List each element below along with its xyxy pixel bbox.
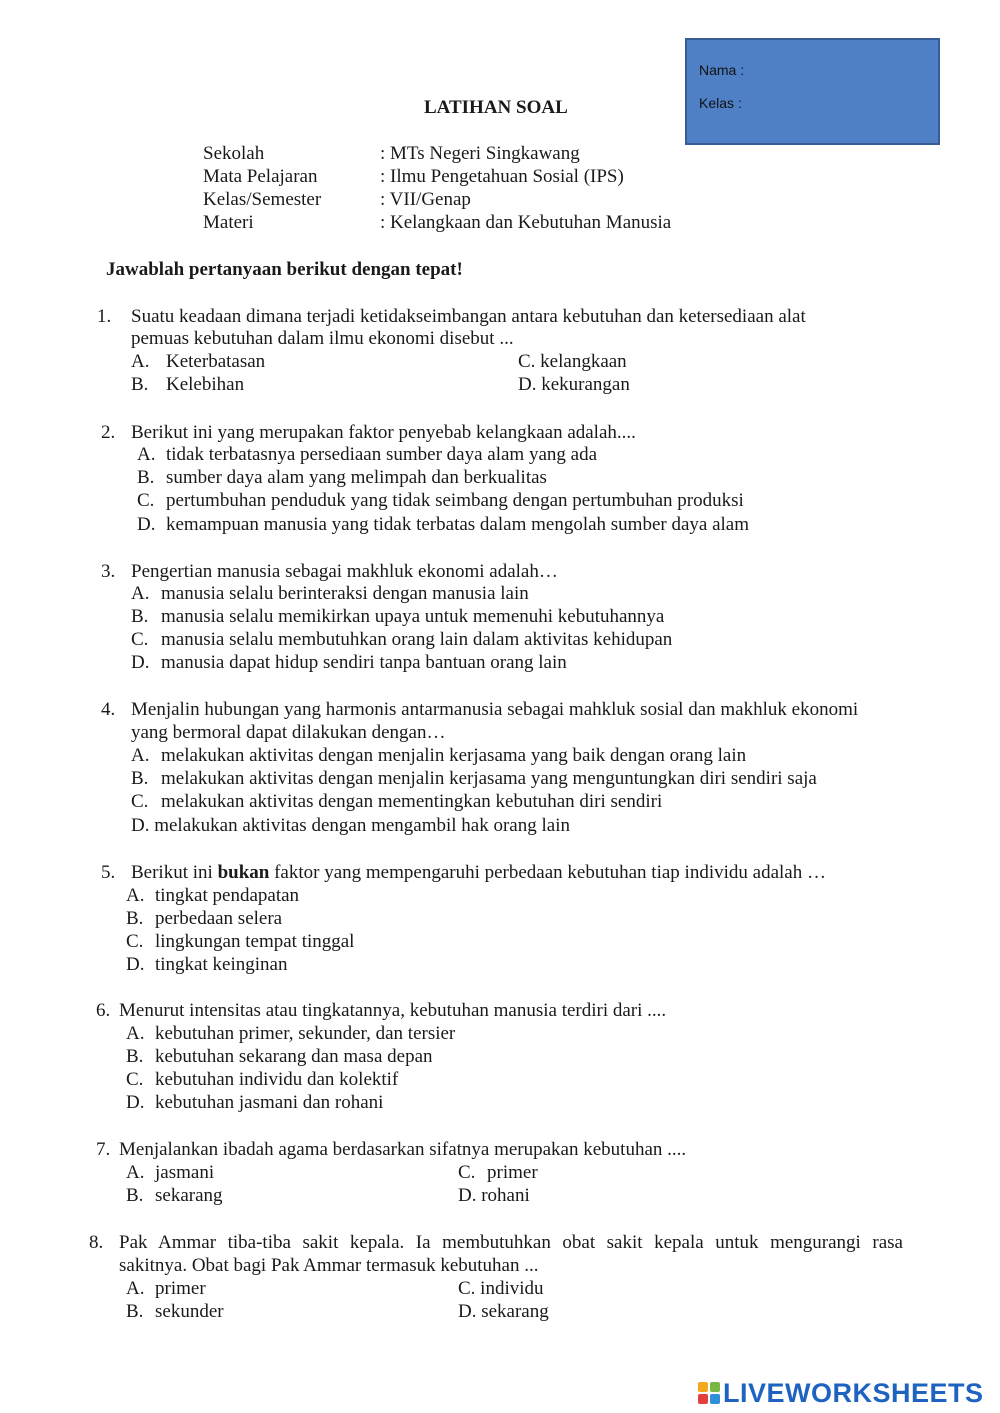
logo-mark-icon <box>698 1382 720 1404</box>
option-b-letter[interactable]: B. <box>126 908 144 929</box>
question-text: Pengertian manusia sebagai makhluk ekonomi adalah… <box>131 561 558 582</box>
school-label: Sekolah <box>203 143 265 164</box>
option-b-text[interactable]: kebutuhan sekarang dan masa depan <box>155 1046 433 1067</box>
option-a-letter[interactable]: A. <box>126 1023 145 1044</box>
question-text-cont: sakitnya. Obat bagi Pak Ammar termasuk kebutuhan ... <box>119 1255 539 1276</box>
question-number: 7. <box>96 1139 111 1160</box>
option-c-letter[interactable]: C. <box>126 1069 144 1090</box>
name-label: Nama : <box>699 62 745 78</box>
option-b-letter[interactable]: B. <box>126 1301 144 1322</box>
option-a-letter[interactable]: A. <box>126 885 145 906</box>
question-number: 1. <box>97 306 112 327</box>
option-d-text[interactable]: manusia dapat hidup sendiri tanpa bantuan orang lain <box>161 652 567 673</box>
option-d-text[interactable]: D. sekarang <box>458 1301 549 1322</box>
option-a-letter[interactable]: A. <box>126 1278 145 1299</box>
option-b-text[interactable]: melakukan aktivitas dengan menjalin kerjasama yang menguntungkan diri sendiri saja <box>161 768 817 789</box>
option-a-text[interactable]: kebutuhan primer, sekunder, dan tersier <box>155 1023 456 1044</box>
name-class-box <box>685 38 940 145</box>
option-c-text[interactable]: melakukan aktivitas dengan mementingkan kebutuhan diri sendiri <box>161 791 663 812</box>
question-text-post: faktor yang mempengaruhi perbedaan kebutuhan tiap individu adalah … <box>269 862 826 883</box>
option-c-text[interactable]: lingkungan tempat tinggal <box>155 931 355 952</box>
logo-square-icon <box>710 1382 720 1392</box>
option-c-letter[interactable]: C. <box>126 931 144 952</box>
option-c-text[interactable]: pertumbuhan penduduk yang tidak seimbang dengan pertumbuhan produksi <box>166 490 744 511</box>
option-d-text[interactable]: tingkat keinginan <box>155 954 288 975</box>
option-d-letter[interactable]: D. <box>131 652 150 673</box>
option-b-text[interactable]: manusia selalu memikirkan upaya untuk memenuhi kebutuhannya <box>161 606 665 627</box>
option-d-letter[interactable]: D. <box>126 954 145 975</box>
question-text: Menjalankan ibadah agama berdasarkan sifatnya merupakan kebutuhan .... <box>119 1139 687 1160</box>
option-a-letter[interactable]: A. <box>131 351 150 372</box>
question-number: 5. <box>101 862 116 883</box>
material-label: Materi <box>203 212 254 233</box>
logo-square-icon <box>698 1394 708 1404</box>
option-c-letter[interactable]: C. <box>131 629 149 650</box>
option-c-letter[interactable]: C. <box>137 490 155 511</box>
logo-text: LIVEWORKSHEETS <box>723 1377 984 1408</box>
subject-value: : Ilmu Pengetahuan Sosial (IPS) <box>380 166 624 187</box>
class-label: Kelas : <box>699 95 742 111</box>
option-c-text[interactable]: kebutuhan individu dan kolektif <box>155 1069 399 1090</box>
school-value: : MTs Negeri Singkawang <box>380 143 580 164</box>
logo-square-icon <box>710 1394 720 1404</box>
page-title: LATIHAN SOAL <box>424 97 568 118</box>
material-value: : Kelangkaan dan Kebutuhan Manusia <box>380 212 672 233</box>
logo-square-icon <box>698 1382 708 1392</box>
option-b-text[interactable]: Kelebihan <box>166 374 245 395</box>
option-a-letter[interactable]: A. <box>131 583 150 604</box>
option-b-letter[interactable]: B. <box>131 374 149 395</box>
option-a-text[interactable]: manusia selalu berinteraksi dengan manusia lain <box>161 583 529 604</box>
question-text: Menjalin hubungan yang harmonis antarmanusia sebagai mahkluk sosial dan makhluk ekonomi <box>131 699 859 720</box>
question-text: Berikut ini yang merupakan faktor penyebab kelangkaan adalah.... <box>131 422 636 443</box>
question-text-pre: Berikut ini <box>131 862 218 883</box>
option-c-text[interactable]: C. kelangkaan <box>518 351 627 372</box>
option-d-text[interactable]: kemampuan manusia yang tidak terbatas dalam mengolah sumber daya alam <box>166 514 749 535</box>
option-b-text[interactable]: sumber daya alam yang melimpah dan berkualitas <box>166 467 547 488</box>
class-semester-label: Kelas/Semester <box>203 189 322 210</box>
option-b-text[interactable]: perbedaan selera <box>155 908 283 929</box>
option-a-text[interactable]: melakukan aktivitas dengan menjalin kerjasama yang baik dengan orang lain <box>161 745 747 766</box>
option-a-letter[interactable]: A. <box>137 444 156 465</box>
option-a-text[interactable]: jasmani <box>155 1162 215 1183</box>
option-c-letter[interactable]: C. <box>458 1162 476 1183</box>
option-b-letter[interactable]: B. <box>126 1185 144 1206</box>
option-d-text[interactable]: kebutuhan jasmani dan rohani <box>155 1092 384 1113</box>
option-d-text[interactable]: D. kekurangan <box>518 374 630 395</box>
option-b-letter[interactable]: B. <box>126 1046 144 1067</box>
option-b-letter[interactable]: B. <box>131 606 149 627</box>
option-c-text[interactable]: manusia selalu membutuhkan orang lain dalam aktivitas kehidupan <box>161 629 673 650</box>
option-d-letter[interactable]: D. <box>137 514 156 535</box>
instruction: Jawablah pertanyaan berikut dengan tepat! <box>106 259 463 280</box>
question-number: 2. <box>101 422 116 443</box>
question-text: Pak Ammar tiba-tiba sakit kepala. Ia membutuhkan obat sakit kepala untuk mengurangi rasa <box>119 1232 903 1253</box>
question-text <box>131 861 826 884</box>
question-number: 8. <box>89 1232 104 1253</box>
question-number: 3. <box>101 561 116 582</box>
question-text-bold: bukan <box>217 862 270 883</box>
option-d-text[interactable]: D. rohani <box>458 1185 530 1206</box>
option-c-text[interactable]: primer <box>487 1162 538 1183</box>
liveworksheets-logo[interactable] <box>698 1377 984 1408</box>
question-text: Menurut intensitas atau tingkatannya, kebutuhan manusia terdiri dari .... <box>119 1000 667 1021</box>
option-a-text[interactable]: Keterbatasan <box>166 351 266 372</box>
option-b-letter[interactable]: B. <box>137 467 155 488</box>
question-number: 4. <box>101 699 116 720</box>
option-b-letter[interactable]: B. <box>131 768 149 789</box>
subject-label: Mata Pelajaran <box>203 166 318 187</box>
option-b-text[interactable]: sekarang <box>155 1185 223 1206</box>
option-c-text[interactable]: C. individu <box>458 1278 544 1299</box>
option-a-letter[interactable]: A. <box>131 745 150 766</box>
class-semester-value: : VII/Genap <box>380 189 471 210</box>
question-text-cont: yang bermoral dapat dilakukan dengan… <box>131 722 446 743</box>
option-a-letter[interactable]: A. <box>126 1162 145 1183</box>
option-a-text[interactable]: tidak terbatasnya persediaan sumber daya alam yang ada <box>166 444 598 465</box>
question-text-cont: pemuas kebutuhan dalam ilmu ekonomi disebut ... <box>131 328 514 349</box>
option-b-text[interactable]: sekunder <box>155 1301 224 1322</box>
option-d-text[interactable]: D. melakukan aktivitas dengan mengambil hak orang lain <box>131 815 570 836</box>
question-number: 6. <box>96 1000 111 1021</box>
question-text: Suatu keadaan dimana terjadi ketidakseimbangan antara kebutuhan dan ketersediaan alat <box>131 306 806 327</box>
option-a-text[interactable]: primer <box>155 1278 206 1299</box>
option-d-letter[interactable]: D. <box>126 1092 145 1113</box>
option-a-text[interactable]: tingkat pendapatan <box>155 885 300 906</box>
option-c-letter[interactable]: C. <box>131 791 149 812</box>
